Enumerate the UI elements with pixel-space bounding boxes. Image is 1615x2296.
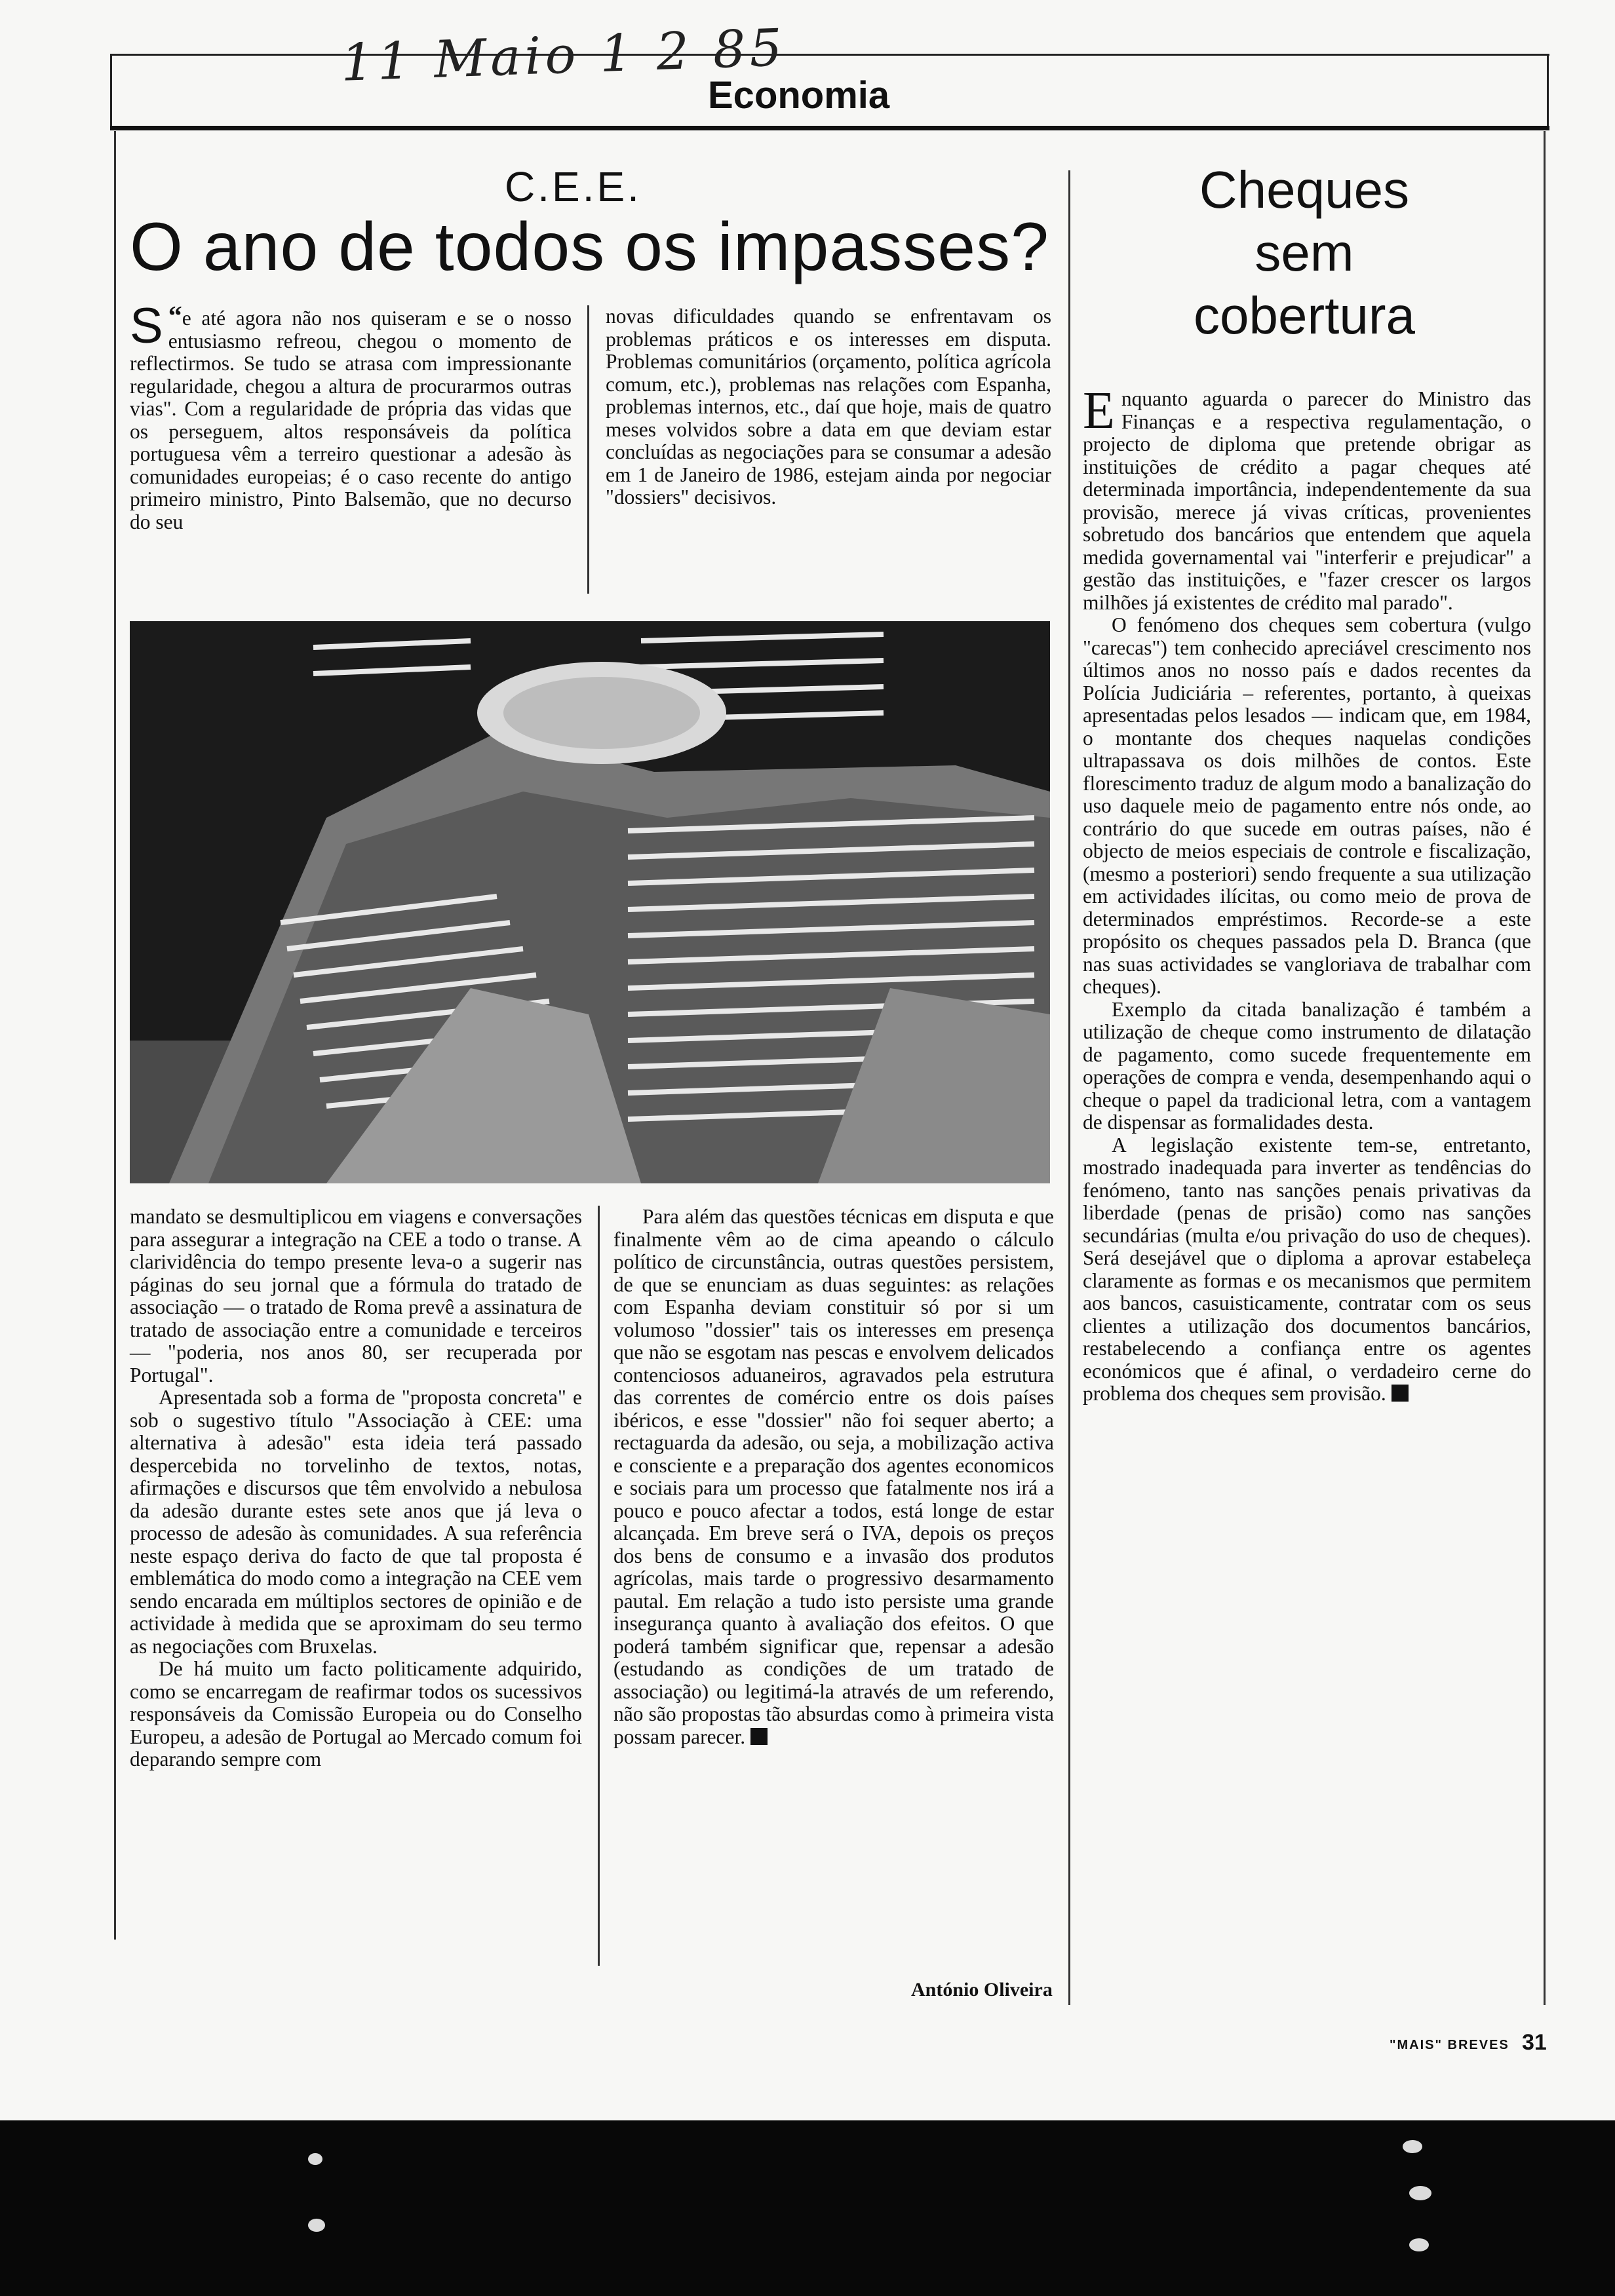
- main-article-col1-bottom: [130, 1206, 582, 1771]
- scan-speck: [1409, 2238, 1429, 2251]
- scan-speck: [308, 2153, 322, 2165]
- building-photo: [130, 621, 1050, 1183]
- page-number: 31: [1522, 2030, 1547, 2055]
- section-rule: [110, 126, 1549, 130]
- main-article-col2-bottom: [613, 1206, 1054, 1748]
- side-paragraph-1: nquanto aguarda o parecer do Ministro das Finanças e a respectiva regulamentação, o projecto de diploma que pretende obrigar as instituições de crédito a pagar cheques até determinada importância, independentemente da sua provisão, merece já vivas críticas, provenientes sobretudo dos bancários que entendem que aquela medida governamental vai "interferir e prejudicar" a gestão das instituições, e "fazer crescer os largos milhões já existentes de crédito mal parado".: [1083, 387, 1531, 614]
- side-paragraph-3: Exemplo da citada banalização é também a utilização de cheque como instrumento de dilatação de pagamento, como sucede frequentemente em operações de compra e venda, desempenhando aqui o cheque o papel da tradicional letra, com a vantagem de dispensar as formalidades desta.: [1083, 997, 1531, 1134]
- section-frame-left: [110, 54, 112, 126]
- side-article-column: [1083, 382, 1531, 1406]
- right-margin-rule: [1544, 131, 1546, 2005]
- footer-magazine-name: "MAIS" BREVES: [1390, 2038, 1509, 2052]
- side-end-mark: [1391, 1385, 1409, 1402]
- col2-opening-text: novas dificuldades quando se enfrentavam os problemas práticos e os interesses em disputa. Problemas comunitários (orçamento, política agrícola comum, etc.), problemas nas relações com Espanha, problemas internos, etc., daí que hoje, mais de quatro meses volvidos sobre a data em que deviam estar concluídas as negociações para se consumar a adesão em 1 de Janeiro de 1986, estejam ainda por negociar "dossiers" decisivos.: [606, 305, 1051, 508]
- col2-paragraph-1: Para além das questões técnicas em disputa e que finalmente vêm ao de cima apeando o cálculo político de circunstância, outras questões persistem, de que se enunciam as duas seguintes: as relações com Espanha deviam constituir só por si um volumoso "dossier" tais os interesses em presença que não se esgotam nas pescas e envolvem delicados contenciosos aduaneiros, agravados pela estrutura das correntes de comércio entre os dois países ibéricos, e esse "dossier" não foi sequer aberto; a rectaguarda da adesão, ou seja, a mobilização activa e consciente e a preparação dos agentes economicos e sociais para um processo que fatalmente nos irá a pouco e pouco afectar a todos, está longe de estar alcançada. Em breve será o IVA, depois os preços dos bens de consumo e a invasão dos produtos agrícolas, mais tarde o progressivo desarmamento pautal. Em relação a tudo isto persiste uma grande insegurança quanto à avaliação dos efeitos. O que poderá também significar que, repensar a adesão (estudando as condições de um tratado de associação) ou legitimá-la através de um referendo, não são propostas tão absurdas como à primeira vista possam parecer.: [613, 1205, 1054, 1748]
- left-margin-rule: [114, 131, 116, 1940]
- article-headline: O ano de todos os impasses?: [130, 209, 1049, 285]
- section-frame-right: [1547, 54, 1549, 126]
- section-frame-top: [110, 54, 1549, 56]
- col1-opening-text: e até agora não nos quiseram e se o nosso entusiasmo refreou, chegou o momento de reflectirmos. Se tudo se atrasa com impressionante regularidade, chegou a altura de procurarmos outras vias". Com a regularidade de própria das vidas que os perseguem, altos responsáveis da política portuguesa vêm a terreiro questionar a adesão às comunidades europeias; é o caso recente do antigo primeiro ministro, Pinto Balsemão, que no decurso do seu: [130, 307, 572, 533]
- byline: António Oliveira: [911, 1979, 1053, 2000]
- main-article-col2-top: [606, 305, 1051, 509]
- side-headline-line-3: cobertura: [1194, 286, 1415, 345]
- handwritten-note: 11 Maio 1 2 85: [340, 18, 787, 93]
- column-divider-top: [587, 305, 589, 594]
- scan-speck: [1403, 2140, 1422, 2153]
- main-article-col1-top: [130, 298, 572, 533]
- column-divider-bottom: [598, 1206, 600, 1966]
- article-kicker: C.E.E.: [505, 163, 642, 210]
- col1-paragraph-1: mandato se desmultiplicou em viagens e conversações para assegurar a integração na CEE a todo o transe. A clarividência do tempo presente leva-o a sugerir nas páginas do seu jornal que a fórmula do tratado de associação — o tratado de Roma prevê a assinatura de tratado de associação entre a comunidade e terceiros — "poderia, nos anos 80, ser recuperada por Portugal".: [130, 1205, 582, 1387]
- drop-cap-s: S: [130, 298, 163, 354]
- scan-speck: [308, 2219, 325, 2232]
- scan-speck: [1409, 2186, 1431, 2200]
- col1-paragraph-3: De há muito um facto politicamente adquirido, como se encarregam de reafirmar todos os sucessivos responsáveis da Comissão Europeia ou do Conselho Europeu, a adesão de Portugal ao Mercado comum foi deparando sempre com: [130, 1657, 582, 1770]
- drop-cap-e: E: [1083, 382, 1115, 440]
- side-paragraph-2: O fenómeno dos cheques sem cobertura (vulgo "carecas") tem conhecido apreciável crescimento nos últimos anos no nosso país e dados recentes da Polícia Judiciária – referentes, portanto, à queixas apresentadas pelos lesados — indicam que, em 1984, o montante dos cheques naquelas condições ultrapassava os dois milhões de contos. Este florescimento traduz de algum modo a banalização do uso daquele meio de pagamento entre nós onde, ao contrário do que sucede em outras países, não é objecto de meios especiais de controle e fiscalização, (mesmo a posteriori) sendo frequente a sua utilização em actividades ilícitas, ou como meio de prova de determinados empréstimos. Recorde-se a este propósito os cheques passados pela D. Branca (que nas suas actividades se vangloriava de trabalhar com cheques).: [1083, 613, 1531, 998]
- end-of-article-mark: [750, 1728, 768, 1745]
- berlaymont-building-image: [130, 621, 1050, 1183]
- opening-quote-mark: “: [168, 301, 182, 332]
- side-headline-line-1: Cheques: [1199, 161, 1410, 219]
- side-article-headline: [1075, 159, 1534, 347]
- col1-paragraph-2: Apresentada sob a forma de "proposta concreta" e sob o sugestivo título "Associação à CEE: uma alternativa à adesão" esta ideia terá passado despercebida no torvelinho de textos, notas, afirmações e discursos que têm envolvido a nebulosa da adesão durante estes sete anos que já leva o processo de adesão às comunidades. A sua referência neste espaço deriva do facto de que tal proposta é emblemática do modo como a integração na CEE vem sendo encarada em múltiplos sectores de opinião e de actividade à medida que se aproximam do seu termo as negociações com Bruxelas.: [130, 1386, 582, 1658]
- column-divider-side: [1068, 170, 1070, 2005]
- section-title: Economia: [708, 74, 890, 117]
- scan-edge-band: [0, 2120, 1615, 2296]
- side-paragraph-4: A legislação existente tem-se, entretanto, mostrado inadequada para inverter as tendências do fenómeno, tanto nas sanções penais privativas da liberdade (penas de prisão) como nas sanções secundárias (multa e/ou privação do uso de cheques). Será desejável que o diploma a aprovar estabeleça claramente as formas e os mecanismos que permitem aos bancos, casuisticamente, contratar com os seus clientes a utilização dos documentos bancários, restabelecendo a confiança entre os agentes económicos que é afinal, o verdadeiro cerne do problema dos cheques sem provisão.: [1083, 1133, 1531, 1405]
- side-headline-line-2: sem: [1255, 223, 1354, 282]
